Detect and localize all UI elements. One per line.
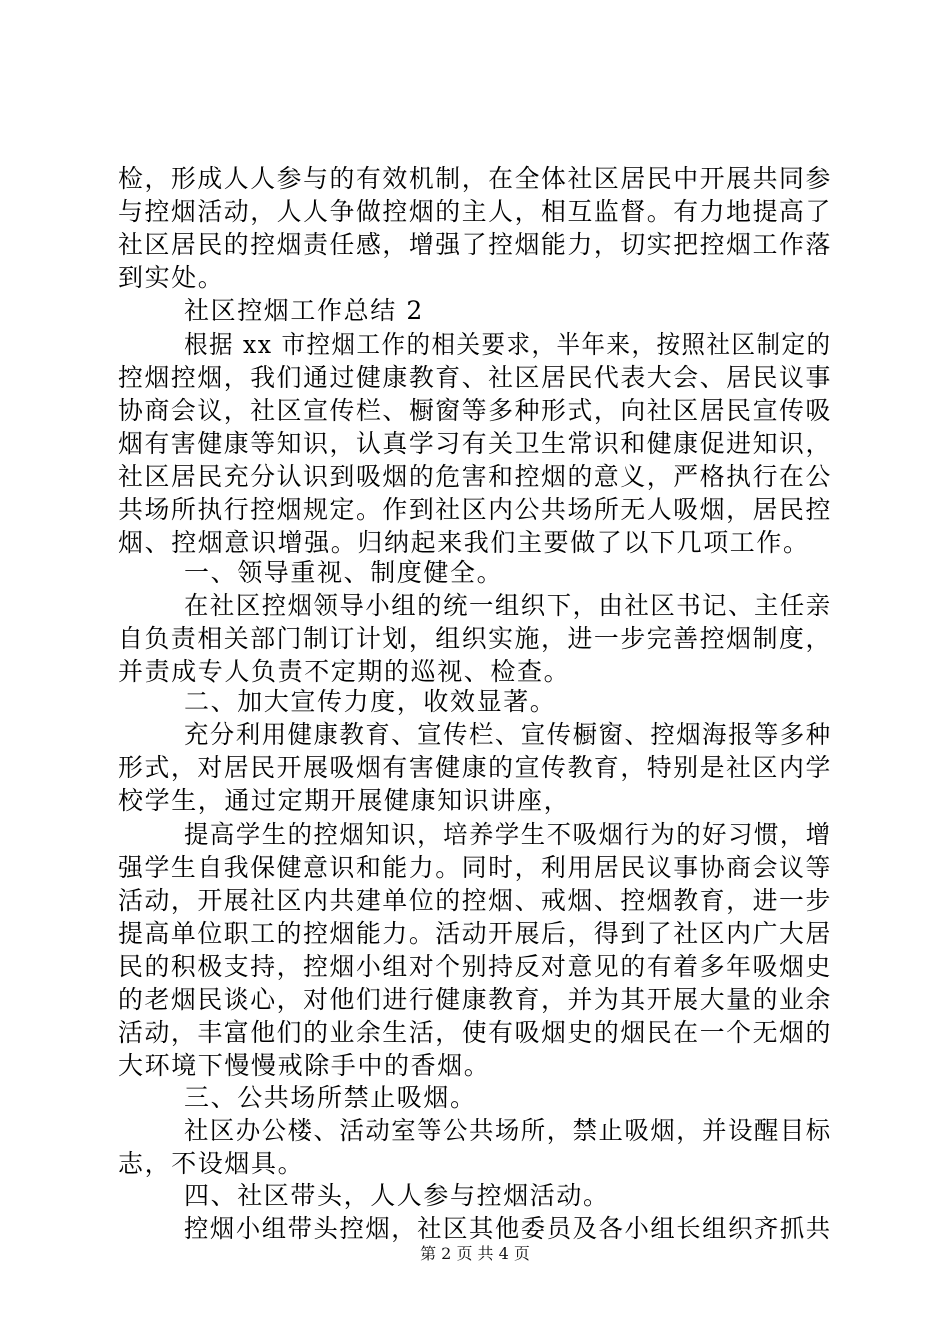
- section-heading: 一、领导重视、制度健全。: [184, 558, 504, 587]
- text-line: 社区居民充分认识到吸烟的危害和控烟的意义，严格执行在公: [118, 462, 832, 491]
- text-line: 检，形成人人参与的有效机制，在全体社区居民中开展共同参: [118, 164, 832, 193]
- text-line: 提高学生的控烟知识，培养学生不吸烟行为的好习惯，增: [184, 820, 832, 849]
- text-line: 根据 xx 市控烟工作的相关要求，半年来，按照社区制定的: [184, 330, 832, 359]
- text-line: 活动，丰富他们的业余生活，使有吸烟史的烟民在一个无烟的: [118, 1018, 832, 1047]
- text-line: 形式，对居民开展吸烟有害健康的宣传教育，特别是社区内学: [118, 753, 832, 782]
- text-line: 提高单位职工的控烟能力。活动开展后，得到了社区内广大居: [118, 919, 832, 948]
- text-line: 大环境下慢慢戒除手中的香烟。: [118, 1051, 491, 1080]
- text-line: 校学生，通过定期开展健康知识讲座，: [118, 786, 571, 815]
- text-line: 志，不设烟具。: [118, 1149, 305, 1178]
- section-heading: 二、加大宣传力度，收效显著。: [184, 687, 557, 716]
- text-line: 在社区控烟领导小组的统一组织下，由社区书记、主任亲: [184, 591, 832, 620]
- text-line: 自负责相关部门制订计划，组织实施，进一步完善控烟制度，: [118, 624, 832, 653]
- text-line: 与控烟活动，人人争做控烟的主人，相互监督。有力地提高了: [118, 197, 832, 226]
- page-footer: 第 2 页 共 4 页: [420, 1244, 530, 1263]
- text-line: 烟、控烟意识增强。归纳起来我们主要做了以下几项工作。: [118, 528, 810, 557]
- text-line: 充分利用健康教育、宣传栏、宣传橱窗、控烟海报等多种: [184, 720, 832, 749]
- text-line: 控烟小组带头控烟，社区其他委员及各小组长组织齐抓共: [184, 1214, 832, 1243]
- text-line: 控烟控烟，我们通过健康教育、社区居民代表大会、居民议事: [118, 363, 832, 392]
- text-line: 社区居民的控烟责任感，增强了控烟能力，切实把控烟工作落: [118, 230, 832, 259]
- section-heading: 四、社区带头，人人参与控烟活动。: [184, 1181, 610, 1210]
- text-line: 强学生自我保健意识和能力。同时，利用居民议事协商会议等: [118, 853, 832, 882]
- text-line: 活动，开展社区内共建单位的控烟、戒烟、控烟教育，进一步: [118, 886, 832, 915]
- section-heading: 三、公共场所禁止吸烟。: [184, 1083, 477, 1112]
- section-heading: 社区控烟工作总结 2: [184, 296, 424, 325]
- text-line: 民的积极支持，控烟小组对个别持反对意见的有着多年吸烟史: [118, 952, 832, 981]
- text-line: 烟有害健康等知识，认真学习有关卫生常识和健康促进知识，: [118, 429, 832, 458]
- text-line: 的老烟民谈心，对他们进行健康教育，并为其开展大量的业余: [118, 985, 832, 1014]
- text-line: 协商会议，社区宣传栏、橱窗等多种形式，向社区居民宣传吸: [118, 396, 832, 425]
- text-line: 到实处。: [118, 263, 225, 292]
- text-line: 共场所执行控烟规定。作到社区内公共场所无人吸烟，居民控: [118, 495, 832, 524]
- text-line: 社区办公楼、活动室等公共场所，禁止吸烟，并设醒目标: [184, 1116, 832, 1145]
- text-line: 并责成专人负责不定期的巡视、检查。: [118, 657, 571, 686]
